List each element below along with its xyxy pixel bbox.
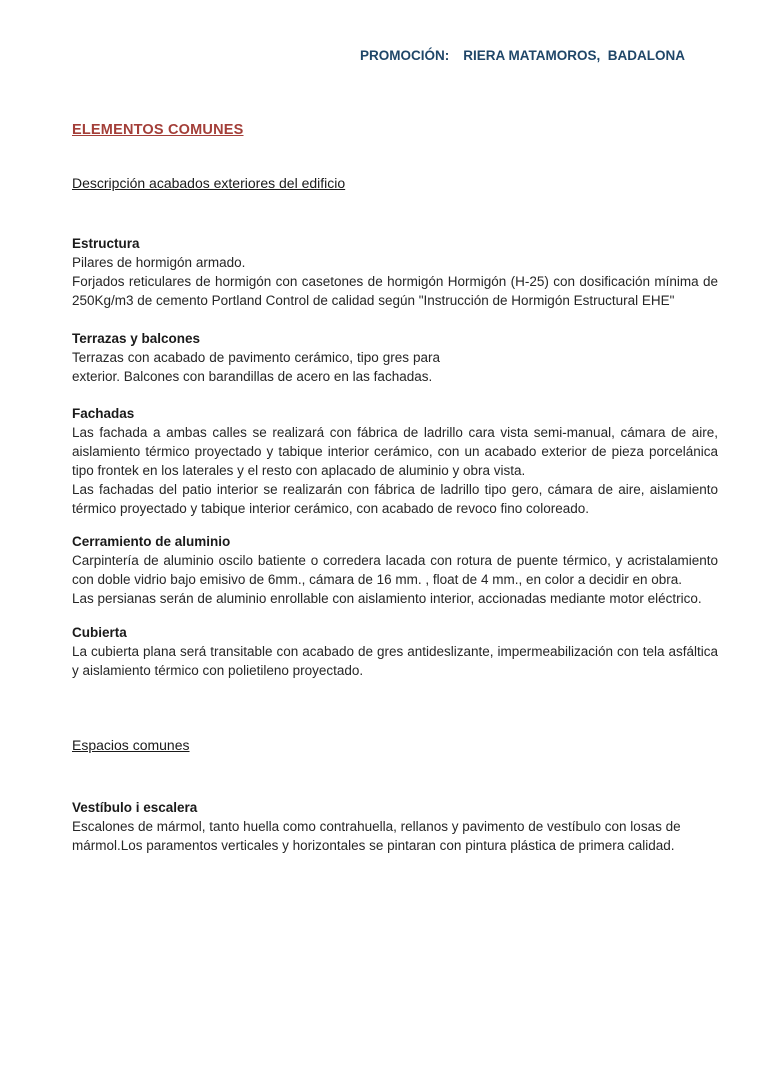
- paragraph-fachadas-1: Las fachada a ambas calles se realizará con fábrica de ladrillo cara vista semi-manual, cámara de aire, aislamiento térmico proyectado y tabique interior cerámico, con un acabado exterior de pieza porcelánica tipo frontek en los laterales y el resto con aplacado de aluminio y obra vista.: [72, 425, 718, 478]
- subtitle-acabados-exteriores: Descripción acabados exteriores del edificio: [72, 175, 346, 191]
- subtitle-espacios-comunes: Espacios comunes: [72, 737, 190, 753]
- paragraph-cerramiento-1: Carpintería de aluminio oscilo batiente o corredera lacada con rotura de puente térmico, y acristalamiento con doble vidrio bajo emisivo de 6mm., cámara de 16 mm. , float de 4 mm., en color a decidir en obra.: [72, 553, 718, 587]
- section-estructura: [72, 234, 718, 310]
- section-vestibulo-escalera: [72, 798, 718, 855]
- paragraph-cubierta-1: La cubierta plana será transitable con acabado de gres antideslizante, impermeabilización con tela asfáltica y aislamiento térmico con polietileno proyectado.: [72, 644, 718, 678]
- section-fachadas: [72, 404, 718, 518]
- section-cerramiento-aluminio: [72, 532, 718, 608]
- promo-label: PROMOCIÓN:: [360, 48, 450, 63]
- paragraph-fachadas-2: Las fachadas del patio interior se realizarán con fábrica de ladrillo tipo gero, cámara de aire, aislamiento térmico proyectado y tabique interior cerámico, con acabado de revoco fino coloreado.: [72, 482, 718, 516]
- section-title-fachadas: Fachadas: [72, 406, 135, 421]
- section-cubierta: [72, 623, 718, 680]
- paragraph-vestibulo-1: Escalones de mármol, tanto huella como contrahuella, rellanos y pavimento de vestíbulo con losas de mármol.Los paramentos verticales y horizontales se pintaran con pintura plástica de primera calidad.: [72, 819, 681, 853]
- section-terrazas-balcones: [72, 329, 718, 386]
- promo-value: RIERA MATAMOROS, BADALONA: [463, 48, 685, 63]
- paragraph-terrazas-1: Terrazas con acabado de pavimento cerámico, tipo gres para exterior. Balcones con barandillas de acero en las fachadas.: [72, 350, 440, 384]
- section-title-vestibulo: Vestíbulo i escalera: [72, 800, 198, 815]
- section-title-cerramiento: Cerramiento de aluminio: [72, 534, 231, 549]
- paragraph-cerramiento-2: Las persianas serán de aluminio enrollable con aislamiento interior, accionadas mediante motor eléctrico.: [72, 591, 702, 606]
- section-title-cubierta: Cubierta: [72, 625, 127, 640]
- promo-header: [72, 46, 718, 65]
- main-title: ELEMENTOS COMUNES: [72, 122, 244, 138]
- paragraph-estructura-2: Forjados reticulares de hormigón con casetones de hormigón Hormigón (H-25) con dosificación mínima de 250Kg/m3 de cemento Portland Control de calidad según "Instrucción de Hormigón Estructural EHE": [72, 274, 718, 308]
- section-title-terrazas: Terrazas y balcones: [72, 331, 201, 346]
- paragraph-estructura-1: Pilares de hormigón armado.: [72, 255, 246, 270]
- section-title-estructura: Estructura: [72, 236, 140, 251]
